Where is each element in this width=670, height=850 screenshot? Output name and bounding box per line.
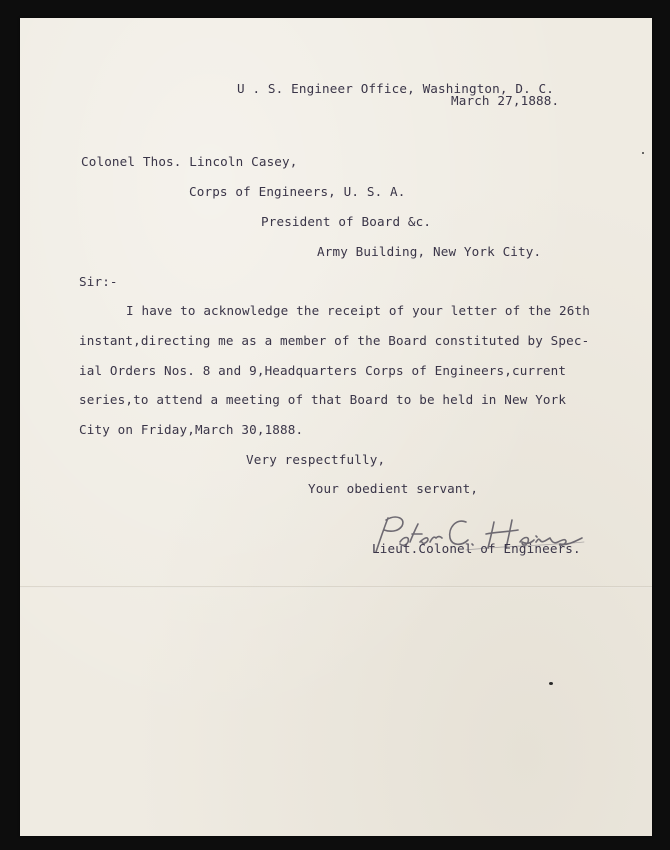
edge-mark (642, 152, 644, 154)
body-line-4: series,to attend a meeting of that Board to be held in New York (79, 392, 567, 407)
body-line-2: instant,directing me as a member of the Board constituted by Spec- (79, 333, 590, 348)
letter-page (20, 18, 652, 836)
closing-line-1: Very respectfully, (246, 452, 386, 467)
salutation: Sir:- (79, 274, 118, 289)
letter-date: March 27,1888. (451, 93, 560, 108)
body-line-1: I have to acknowledge the receipt of your letter of the 26th (126, 303, 590, 318)
signature-name-text: Peter C. Hains (370, 512, 376, 513)
paper-fold-crease (20, 586, 652, 588)
body-line-5: City on Friday,March 30,1888. (79, 422, 304, 437)
letterhead-office: U . S. Engineer Office, Washington, D. C. (237, 81, 555, 96)
body-line-3: ial Orders Nos. 8 and 9,Headquarters Corps of Engineers,current (79, 363, 567, 378)
recipient-location: Army Building, New York City. (317, 244, 542, 259)
recipient-corps: Corps of Engineers, U. S. A. (189, 184, 406, 199)
ink-speck (549, 682, 553, 685)
recipient-position: President of Board &c. (261, 214, 432, 229)
signer-title: Lieut.Colonel of Engineers. (372, 541, 581, 556)
closing-line-2: Your obedient servant, (308, 481, 479, 496)
recipient-name: Colonel Thos. Lincoln Casey, (81, 154, 298, 169)
